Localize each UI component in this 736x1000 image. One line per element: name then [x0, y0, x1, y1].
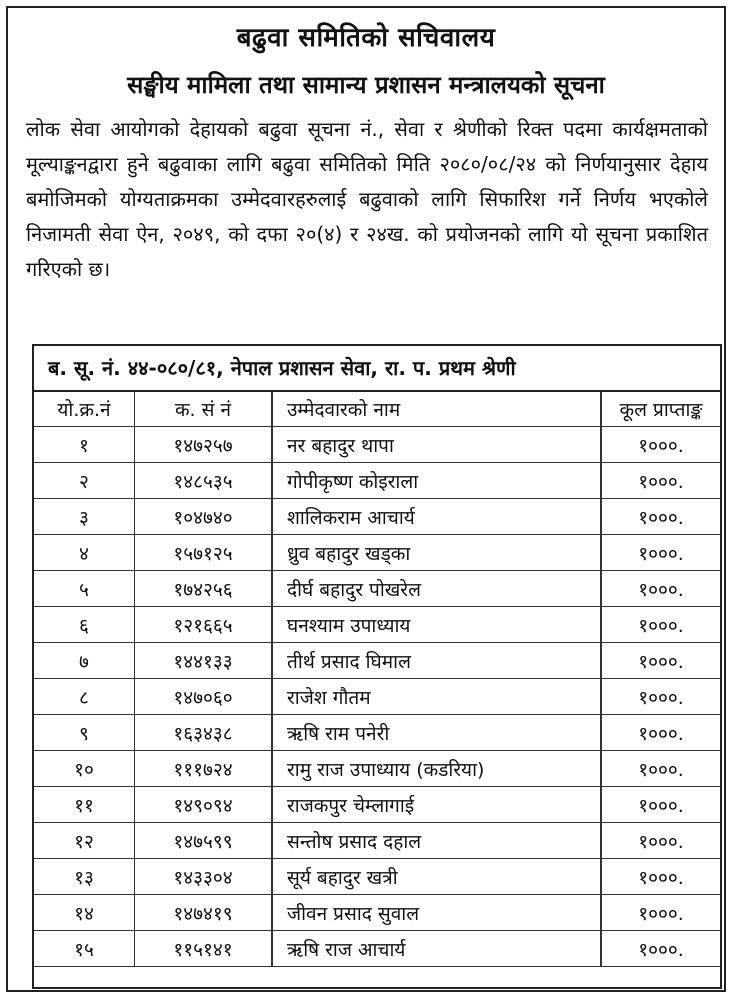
- cell-candidate-name: राजकपुर चेम्लागाई: [272, 787, 601, 823]
- notice-title: बढुवा समितिको सचिवालय: [236, 23, 496, 53]
- cell-serial: १३: [34, 859, 135, 895]
- table-row: [34, 463, 720, 499]
- cell-serial: १: [34, 427, 135, 463]
- cell-roll-number: १४७५९९: [135, 823, 273, 859]
- cell-serial: १५: [34, 931, 135, 967]
- table-row: [34, 715, 720, 751]
- header-roll-number: क. सं नं: [135, 392, 273, 427]
- cell-serial: १२: [34, 823, 135, 859]
- table-row: [34, 643, 720, 679]
- cell-total-marks: १०००.: [601, 535, 720, 571]
- table-row: [34, 787, 720, 823]
- cell-total-marks: १०००.: [601, 859, 720, 895]
- header-candidate-name: उम्मेदवारको नाम: [272, 392, 601, 427]
- cell-roll-number: १४७०६०: [135, 679, 273, 715]
- results-table: [34, 392, 720, 967]
- cell-roll-number: १४९०९४: [135, 787, 273, 823]
- cell-total-marks: १०००.: [601, 787, 720, 823]
- table-row: [34, 895, 720, 931]
- cell-total-marks: १०००.: [601, 427, 720, 463]
- cell-candidate-name: गोपीकृष्ण कोइराला: [272, 463, 601, 499]
- cell-serial: ७: [34, 643, 135, 679]
- cell-candidate-name: राजेश गौतम: [272, 679, 601, 715]
- cell-roll-number: १०४७४०: [135, 499, 273, 535]
- cell-candidate-name: तीर्थ प्रसाद घिमाल: [272, 643, 601, 679]
- table-row: [34, 571, 720, 607]
- cell-serial: ९: [34, 715, 135, 751]
- cell-serial: ८: [34, 679, 135, 715]
- cell-total-marks: १०००.: [601, 823, 720, 859]
- cell-roll-number: १४४१३३: [135, 643, 273, 679]
- cell-serial: १४: [34, 895, 135, 931]
- table-row: [34, 535, 720, 571]
- table-row: [34, 823, 720, 859]
- cell-roll-number: १२१६६५: [135, 607, 273, 643]
- cell-roll-number: १४७२५७: [135, 427, 273, 463]
- table-row: [34, 499, 720, 535]
- cell-total-marks: १०००.: [601, 895, 720, 931]
- cell-roll-number: १६३४३८: [135, 715, 273, 751]
- notice-subtitle: सङ्घीय मामिला तथा सामान्य प्रशासन मन्त्रालयको सूचना: [127, 71, 605, 99]
- cell-roll-number: १५७१२५: [135, 535, 273, 571]
- cell-candidate-name: सूर्य बहादुर खत्री: [272, 859, 601, 895]
- cell-total-marks: १०००.: [601, 499, 720, 535]
- cell-candidate-name: ऋषि राम पनेरी: [272, 715, 601, 751]
- cell-candidate-name: दीर्घ बहादुर पोखरेल: [272, 571, 601, 607]
- table-row: [34, 679, 720, 715]
- table-row: [34, 751, 720, 787]
- cell-total-marks: १०००.: [601, 751, 720, 787]
- cell-serial: ४: [34, 535, 135, 571]
- cell-total-marks: १०००.: [601, 607, 720, 643]
- table-row: [34, 607, 720, 643]
- cell-total-marks: १०००.: [601, 931, 720, 967]
- cell-candidate-name: ऋषि राज आचार्य: [272, 931, 601, 967]
- cell-serial: ३: [34, 499, 135, 535]
- notice-frame: [6, 6, 726, 992]
- cell-serial: २: [34, 463, 135, 499]
- header-total-marks: कूल प्राप्ताङ्क: [601, 392, 720, 427]
- results-table-wrapper: [32, 344, 722, 989]
- cell-total-marks: १०००.: [601, 643, 720, 679]
- cell-roll-number: १४८५३५: [135, 463, 273, 499]
- cell-serial: ६: [34, 607, 135, 643]
- cell-roll-number: १७४२५६: [135, 571, 273, 607]
- cell-candidate-name: रामु राज उपाध्याय (कडरिया): [272, 751, 601, 787]
- cell-serial: ५: [34, 571, 135, 607]
- cell-total-marks: १०००.: [601, 679, 720, 715]
- cell-candidate-name: जीवन प्रसाद सुवाल: [272, 895, 601, 931]
- table-caption: ब. सू. नं. ४४-०८०/८१, नेपाल प्रशासन सेवा, रा. प. प्रथम श्रेणी: [34, 346, 720, 392]
- cell-candidate-name: नर बहादुर थापा: [272, 427, 601, 463]
- table-header-row: [34, 392, 720, 427]
- table-row: [34, 427, 720, 463]
- cell-serial: ११: [34, 787, 135, 823]
- cell-roll-number: ११५१४१: [135, 931, 273, 967]
- table-row: [34, 859, 720, 895]
- cell-total-marks: १०००.: [601, 715, 720, 751]
- cell-total-marks: १०००.: [601, 571, 720, 607]
- cell-candidate-name: घनश्याम उपाध्याय: [272, 607, 601, 643]
- cell-roll-number: १४३३०४: [135, 859, 273, 895]
- cell-candidate-name: सन्तोष प्रसाद दहाल: [272, 823, 601, 859]
- cell-roll-number: १४७४१९: [135, 895, 273, 931]
- notice-body: लोक सेवा आयोगको देहायको बढुवा सूचना नं., सेवा र श्रेणीको रिक्त पदमा कार्यक्षमताको मूल्याङ्कनद्वारा हुने बढुवाका लागि बढुवा समितिको मिति २०८०/०८/२४ को निर्णयानुसार देहाय बमोजिमको योग्यताक्रमका उम्मेदवारहरुलाई बढुवाको लागि सिफारिश गर्ने निर्णय भएकोले निजामती सेवा ऐन, २०४९, को दफा २०(४) र २४ख. को प्रयोजनको लागि यो सूचना प्रकाशित गरिएको छ।: [26, 117, 708, 281]
- cell-candidate-name: ध्रुव बहादुर खड्का: [272, 535, 601, 571]
- cell-candidate-name: शालिकराम आचार्य: [272, 499, 601, 535]
- header-serial: यो.क्र.नं: [34, 392, 135, 427]
- cell-roll-number: १११७२४: [135, 751, 273, 787]
- cell-total-marks: १०००.: [601, 463, 720, 499]
- cell-serial: १०: [34, 751, 135, 787]
- table-row: [34, 931, 720, 967]
